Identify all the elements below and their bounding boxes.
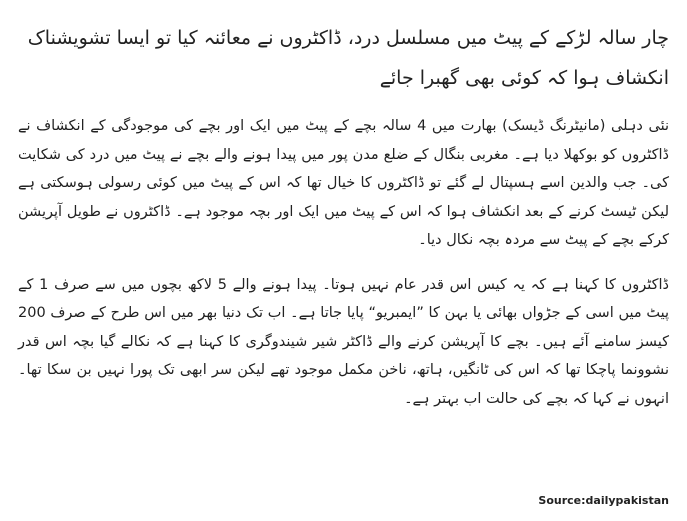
article-paragraph-1: نئی دہلی (مانیٹرنگ ڈیسک) بھارت میں 4 سالہ بچے کے پیٹ میں ایک اور بچے کی موجودگی کے انکشاف نے ڈاکٹروں کو بوکھلا دیا ہے۔ مغربی بنگال کے ضلع مدن پور میں پیدا ہونے والے بچے نے پیٹ میں درد کی شکایت کی۔ جب والدین اسے ہسپتال لے گئے تو ڈاکٹروں کا خیال تھا کہ اس کے پیٹ میں کوئی رسولی ہوسکتی ہے لیکن ٹیسٹ کرنے کے بعد انکشاف ہوا کہ اس کے پیٹ میں ایک اور بچہ موجود ہے۔ ڈاکٹروں نے طویل آپریشن کرکے بچے کے پیٹ سے مردہ بچہ نکال دیا۔ — [18, 118, 669, 248]
article-headline: چار سالہ لڑکے کے پیٹ میں مسلسل درد، ڈاکٹروں نے معائنہ کیا تو ایسا تشویشناک انکشاف ہوا کہ کوئی بھی گھبرا جائے — [27, 27, 669, 89]
article-paragraph-2: ڈاکٹروں کا کہنا ہے کہ یہ کیس اس قدر عام نہیں ہوتا۔ پیدا ہونے والے 5 لاکھ بچوں میں سے صرف 1 کے پیٹ میں اسی کے جڑواں بھائی یا بہن کا ”ایمبریو“ پایا جاتا ہے۔ اب تک دنیا بھر میں اس طرح کے صرف 200 کیسز سامنے آئے ہیں۔ بچے کا آپریشن کرنے والے ڈاکٹر شیر شیندوگری کا کہنا ہے کہ نکالے گیا بچہ اس قدر نشوونما پاچکا تھا کہ اس کی ٹانگیں، ہاتھ، ناخن مکمل موجود تھے لیکن سر ابھی تک پورا نہیں بن سکا تھا۔ انہوں نے کہا کہ بچے کی حالت اب بہتر ہے۔ — [18, 276, 669, 407]
source-credit: Source:dailypakistan — [538, 494, 669, 507]
